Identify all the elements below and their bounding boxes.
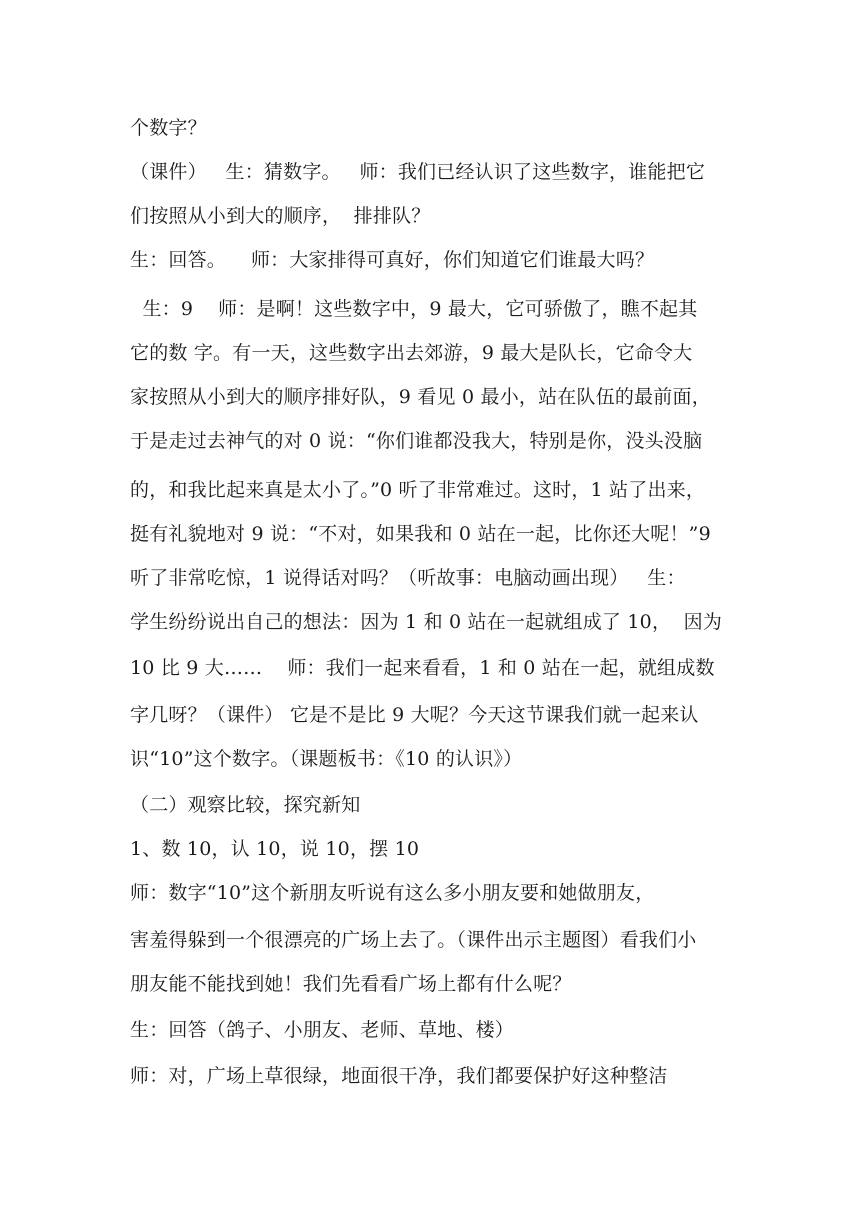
text-line: 字几呀？（课件） 它是不是比 9 大呢？今天这节课我们就一起来认 bbox=[130, 704, 699, 726]
text-line: 学生纷纷说出自己的想法：因为 1 和 0 站在一起就组成了 10， 因为 bbox=[130, 611, 723, 633]
text-line: 它的数 字。有一天，这些数字出去郊游，9 最大是队长，它命令大 bbox=[130, 342, 693, 364]
text-line: 听了非常吃惊，1 说得话对吗？（听故事：电脑动画出现） 生： bbox=[130, 567, 686, 589]
text-line: 生：9 师：是啊！这些数字中，9 最大，它可骄傲了，瞧不起其 bbox=[130, 298, 698, 320]
text-line: 识“10”这个数字。（课题板书：《10 的认识》） bbox=[130, 748, 523, 770]
text-line: 个数字？ bbox=[130, 117, 207, 139]
subsection-heading: 1、数 10，认 10，说 10，摆 10 bbox=[130, 838, 420, 860]
text-line: 的，和我比起来真是太小了。”0 听了非常难过。这时，1 站了出来， bbox=[130, 479, 706, 501]
text-line: 生：回答。 师：大家排得可真好，你们知道它们谁最大吗？ bbox=[130, 249, 655, 271]
text-line: 们按照从小到大的顺序， 排排队？ bbox=[130, 205, 431, 227]
text-line: 师：对，广场上草很绿，地面很干净，我们都要保护好这种整洁 bbox=[130, 1065, 668, 1087]
text-line: 师：数字“10”这个新朋友听说有这么多小朋友要和她做朋友， bbox=[130, 882, 655, 904]
section-heading: （二）观察比较，探究新知 bbox=[130, 794, 361, 816]
text-line: （课件） 生：猜数字。 师：我们已经认识了这些数字，谁能把它 bbox=[130, 161, 706, 183]
text-line: 于是走过去神气的对 0 说：“你们谁都没我大，特别是你，没头没脑 bbox=[130, 430, 703, 452]
text-line: 10 比 9 大…… 师：我们一起来看看，1 和 0 站在一起，就组成数 bbox=[130, 657, 715, 679]
text-line: 生：回答（鸽子、小朋友、老师、草地、楼） bbox=[130, 1019, 515, 1041]
text-line: 朋友能不能找到她！我们先看看广场上都有什么呢？ bbox=[130, 973, 572, 995]
text-line: 家按照从小到大的顺序排好队，9 看见 0 最小，站在队伍的最前面， bbox=[130, 386, 711, 408]
text-line: 害羞得躲到一个很漂亮的广场上去了。（课件出示主题图）看我们小 bbox=[130, 929, 697, 951]
text-line: 挺有礼貌地对 9 说：“不对，如果我和 0 站在一起，比你还大呢！”9 bbox=[130, 523, 711, 545]
